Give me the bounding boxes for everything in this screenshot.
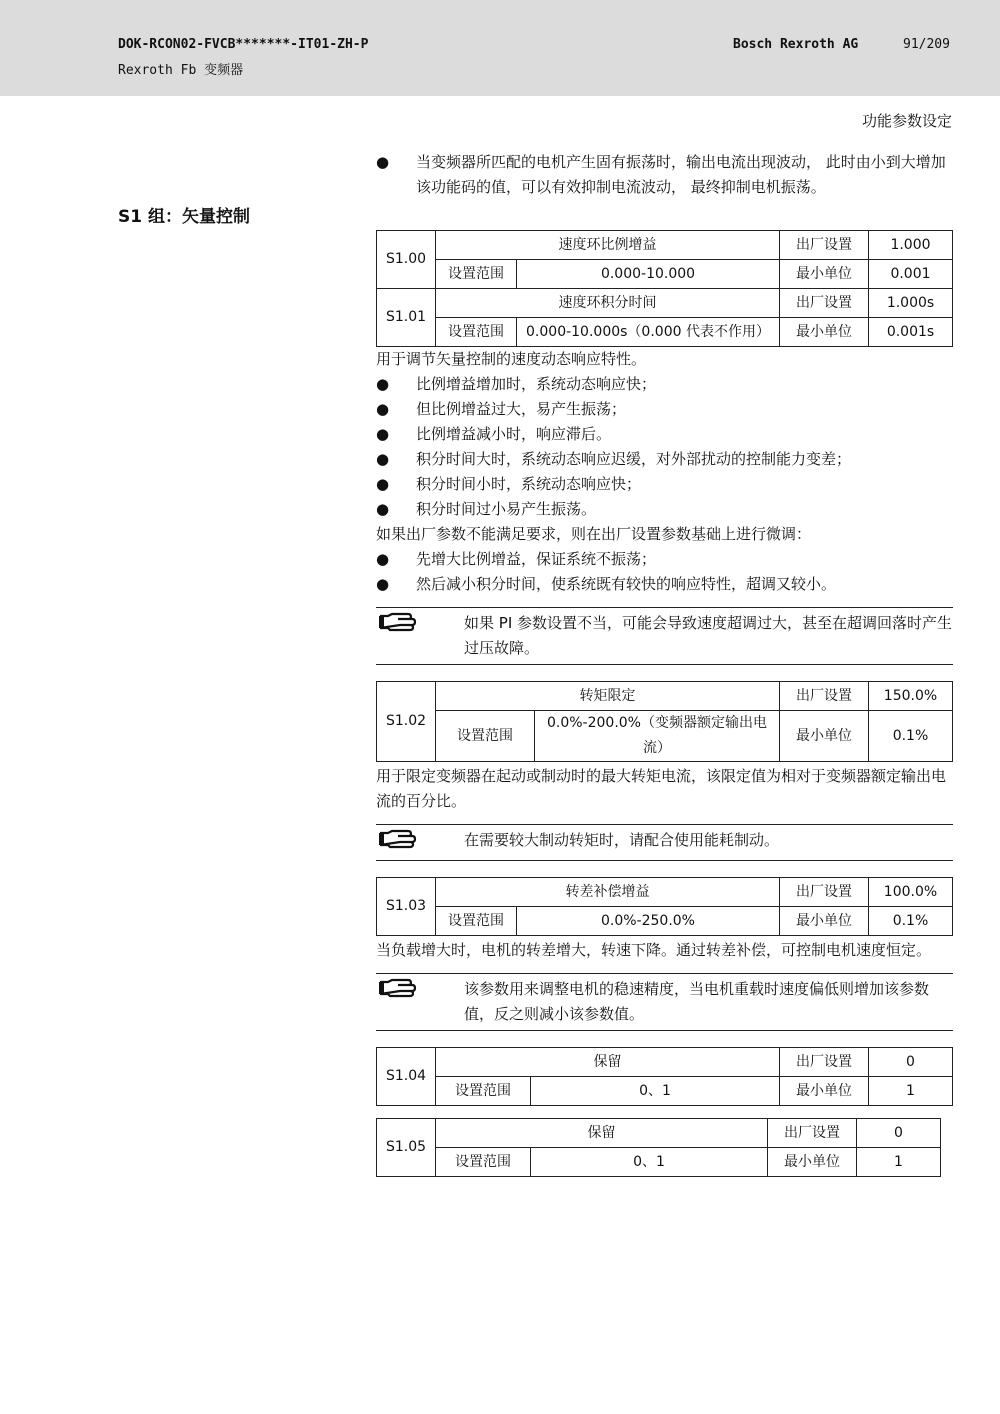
bullet-icon: ●	[376, 153, 390, 171]
min-unit-label: 最小单位	[780, 260, 869, 289]
param-table-s100-s101	[376, 230, 953, 347]
pointing-hand-icon	[376, 611, 464, 661]
param-table-s105	[376, 1118, 941, 1177]
min-unit-value: 0.001s	[869, 318, 953, 347]
company-name: Bosch Rexroth AG	[733, 37, 859, 52]
list-item: ● 积分时间过小易产生振荡。	[376, 497, 953, 522]
factory-label: 出厂设置	[780, 1048, 869, 1077]
range-value: 0.0%-250.0%	[517, 907, 780, 936]
range-value: 0.000-10.000s（0.000 代表不作用）	[517, 318, 780, 347]
param-code: S1.02	[377, 682, 436, 762]
list-item: ● 先增大比例增益，保证系统不振荡；	[376, 547, 953, 572]
list-item: ● 积分时间小时，系统动态响应快；	[376, 472, 953, 497]
param-name: 速度环积分时间	[436, 289, 780, 318]
range-label: 设置范围	[436, 318, 517, 347]
main-content	[376, 150, 953, 1185]
factory-value: 100.0%	[869, 878, 953, 907]
bullet-icon: ●	[376, 400, 390, 418]
param-table-s104	[376, 1047, 953, 1106]
intro-bullet-text: 当变频器所匹配的电机产生固有振荡时，输出电流出现波动， 此时由小到大增加该功能码的值，可以有效抑制电流波动， 最终抑制电机振荡。	[416, 153, 946, 196]
s100-description: 用于调节矢量控制的速度动态响应特性。	[376, 350, 647, 368]
min-unit-label: 最小单位	[780, 1077, 869, 1106]
list-item: ● 但比例增益过大，易产生振荡；	[376, 397, 953, 422]
bullet-icon: ●	[376, 575, 390, 593]
list-item: ● 然后减小积分时间，使系统既有较快的响应特性，超调又较小。	[376, 572, 953, 597]
factory-value: 150.0%	[869, 682, 953, 711]
section-title: S1 组：矢量控制	[118, 207, 250, 227]
doc-subtitle: Rexroth Fb 变频器	[118, 63, 244, 78]
min-unit-label: 最小单位	[780, 318, 869, 347]
param-code: S1.01	[377, 289, 436, 347]
min-unit-label: 最小单位	[780, 907, 869, 936]
note-text: 如果 PI 参数设置不当，可能会导致速度超调过大，甚至在超调回落时产生过压故障。	[464, 614, 953, 657]
range-label: 设置范围	[436, 1077, 531, 1106]
chapter-title: 功能参数设定	[861, 112, 952, 130]
factory-label: 出厂设置	[780, 231, 869, 260]
list-item: ● 积分时间大时，系统动态响应迟缓，对外部扰动的控制能力变差；	[376, 447, 953, 472]
doc-code: DOK-RCON02-FVCB*******-IT01-ZH-P	[118, 37, 369, 52]
param-name: 转差补偿增益	[436, 878, 780, 907]
range-value: 0、1	[531, 1077, 780, 1106]
note-box	[376, 607, 953, 665]
factory-value: 0	[857, 1119, 941, 1148]
min-unit-value: 1	[857, 1148, 941, 1177]
range-value: 0、1	[531, 1148, 768, 1177]
note-box	[376, 824, 953, 861]
factory-label: 出厂设置	[780, 289, 869, 318]
pointing-hand-icon	[376, 828, 464, 857]
tuning-intro: 如果出厂参数不能满足要求，则在出厂设置参数基础上进行微调：	[376, 525, 812, 543]
factory-label: 出厂设置	[780, 878, 869, 907]
note-text: 在需要较大制动转矩时，请配合使用能耗制动。	[464, 831, 780, 849]
factory-label: 出厂设置	[780, 682, 869, 711]
min-unit-value: 0.1%	[869, 907, 953, 936]
param-name: 保留	[436, 1119, 768, 1148]
range-value: 0.000-10.000	[517, 260, 780, 289]
param-table-s102	[376, 681, 953, 762]
min-unit-value: 0.1%	[869, 711, 953, 762]
page-number: 91/209	[903, 37, 950, 52]
list-item	[376, 150, 953, 200]
param-name: 保留	[436, 1048, 780, 1077]
range-value: 0.0%-200.0%（变频器额定输出电流）	[535, 711, 780, 762]
factory-value: 0	[869, 1048, 953, 1077]
range-label: 设置范围	[436, 711, 535, 762]
note-box	[376, 973, 953, 1031]
range-label: 设置范围	[436, 1148, 531, 1177]
range-label: 设置范围	[436, 907, 517, 936]
param-code: S1.00	[377, 231, 436, 289]
note-text: 该参数用来调整电机的稳速精度，当电机重载时速度偏低则增加该参数值，反之则减小该参数值。	[464, 980, 930, 1023]
pointing-hand-icon	[376, 977, 464, 1027]
min-unit-value: 0.001	[869, 260, 953, 289]
param-code: S1.04	[377, 1048, 436, 1106]
list-item: ● 比例增益增加时，系统动态响应快；	[376, 372, 953, 397]
param-name: 转矩限定	[436, 682, 780, 711]
bullet-icon: ●	[376, 375, 390, 393]
bullet-icon: ●	[376, 500, 390, 518]
min-unit-value: 1	[869, 1077, 953, 1106]
min-unit-label: 最小单位	[768, 1148, 857, 1177]
param-table-s103	[376, 877, 953, 936]
factory-label: 出厂设置	[768, 1119, 857, 1148]
param-code: S1.03	[377, 878, 436, 936]
s102-description: 用于限定变频器在起动或制动时的最大转矩电流，该限定值为相对于变频器额定输出电流的百分比。	[376, 767, 947, 810]
bullet-icon: ●	[376, 475, 390, 493]
min-unit-label: 最小单位	[780, 711, 869, 762]
bullet-icon: ●	[376, 425, 390, 443]
factory-value: 1.000s	[869, 289, 953, 318]
bullet-icon: ●	[376, 450, 390, 468]
param-name: 速度环比例增益	[436, 231, 780, 260]
range-label: 设置范围	[436, 260, 517, 289]
page-header	[0, 0, 1000, 96]
factory-value: 1.000	[869, 231, 953, 260]
list-item: ● 比例增益减小时，响应滞后。	[376, 422, 953, 447]
bullet-icon: ●	[376, 550, 390, 568]
param-code: S1.05	[377, 1119, 436, 1177]
s103-description: 当负载增大时，电机的转差增大，转速下降。通过转差补偿，可控制电机速度恒定。	[376, 941, 932, 959]
